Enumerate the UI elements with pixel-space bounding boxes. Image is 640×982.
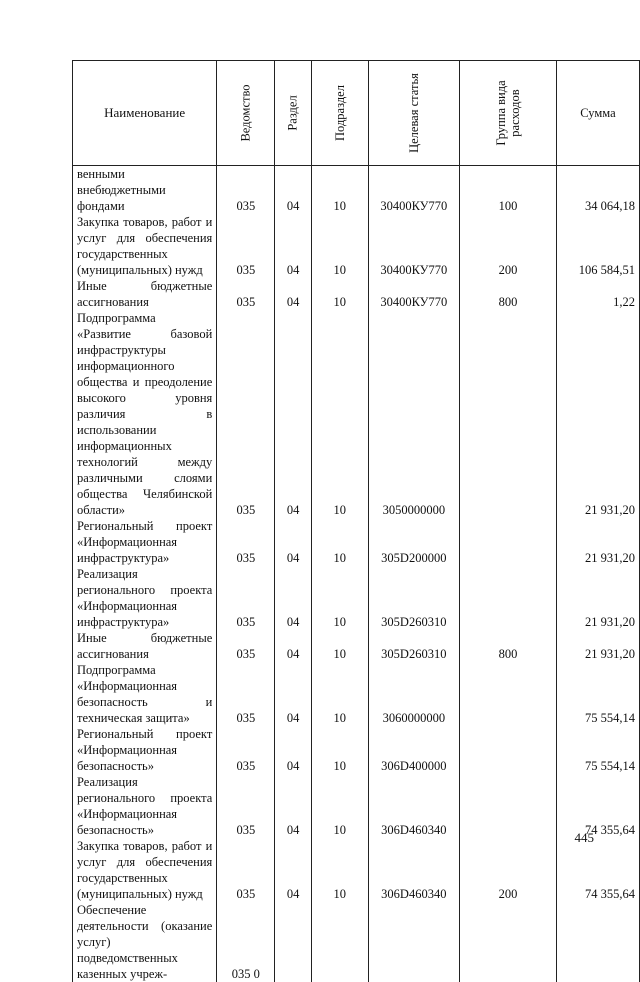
cell-razd: 04 xyxy=(275,310,311,518)
cell-name: Иные бюджетные ассигнования xyxy=(73,278,217,310)
cell-podr: 10 xyxy=(311,278,368,310)
cell-cel: 30400КУ770 xyxy=(368,166,459,215)
cell-cel: 3050000000 xyxy=(368,310,459,518)
cell-podr xyxy=(311,902,368,982)
cell-ved: 035 xyxy=(217,278,275,310)
table-row xyxy=(73,630,640,662)
cell-razd xyxy=(275,902,311,982)
cell-sum: 1,22 xyxy=(556,278,639,310)
cell-name: венными внебюджетными фондами xyxy=(73,166,217,215)
cell-ved: 035 xyxy=(217,774,275,838)
cell-name: Подпрограмма «Развитие базовой инфраструктуры информационного общества и преодоление высокого уровня различия в использовании информационных технологий между различными слоями общества Челябинской области» xyxy=(73,310,217,518)
cell-grp: 200 xyxy=(459,214,556,278)
cell-ved: 035 xyxy=(217,310,275,518)
cell-razd: 04 xyxy=(275,518,311,566)
cell-ved: 035 xyxy=(217,518,275,566)
cell-sum: 74 355,64 xyxy=(556,774,639,838)
cell-ved: 035 xyxy=(217,630,275,662)
table-row xyxy=(73,518,640,566)
cell-razd: 04 xyxy=(275,630,311,662)
cell-cel: 30400КУ770 xyxy=(368,278,459,310)
cell-cel: 306D460340 xyxy=(368,774,459,838)
cell-razd: 04 xyxy=(275,566,311,630)
table-row xyxy=(73,662,640,726)
cell-cel: 306D400000 xyxy=(368,726,459,774)
page-number: 445 xyxy=(575,830,595,846)
cell-sum: 74 355,64 xyxy=(556,838,639,902)
cell-razd: 04 xyxy=(275,726,311,774)
header-ved: Ведомство xyxy=(217,61,275,166)
cell-ved: 035 xyxy=(217,566,275,630)
cell-grp xyxy=(459,902,556,982)
header-sum: Сумма xyxy=(556,61,639,166)
cell-grp: 100 xyxy=(459,166,556,215)
cell-razd: 04 xyxy=(275,214,311,278)
cell-grp xyxy=(459,518,556,566)
header-razd: Раздел xyxy=(275,61,311,166)
cell-cel: 30400КУ770 xyxy=(368,214,459,278)
table-row xyxy=(73,902,640,982)
cell-razd: 04 xyxy=(275,774,311,838)
cell-podr: 10 xyxy=(311,726,368,774)
cell-ved: 035 xyxy=(217,838,275,902)
table-body xyxy=(73,166,640,982)
cell-name: Обеспечение деятельности (оказание услуг) подведомственных казенных учреж- xyxy=(73,902,217,982)
cell-razd: 04 xyxy=(275,838,311,902)
cell-podr: 10 xyxy=(311,518,368,566)
cell-razd: 04 xyxy=(275,166,311,215)
cell-sum: 75 554,14 xyxy=(556,726,639,774)
table-row xyxy=(73,566,640,630)
cell-grp: 800 xyxy=(459,630,556,662)
cell-podr: 10 xyxy=(311,630,368,662)
cell-sum: 106 584,51 xyxy=(556,214,639,278)
cell-cel: 305D260310 xyxy=(368,566,459,630)
cell-name: Региональный проект «Информационная безопасность» xyxy=(73,726,217,774)
cell-ved: 035 0 xyxy=(217,902,275,982)
cell-podr: 10 xyxy=(311,662,368,726)
cell-name: Закупка товаров, работ и услуг для обеспечения государственных (муниципальных) нужд xyxy=(73,838,217,902)
cell-cel: 305D200000 xyxy=(368,518,459,566)
table-row xyxy=(73,278,640,310)
cell-ved: 035 xyxy=(217,214,275,278)
cell-grp: 800 xyxy=(459,278,556,310)
header-podr: Подраздел xyxy=(311,61,368,166)
table-row xyxy=(73,310,640,518)
cell-podr: 10 xyxy=(311,774,368,838)
cell-grp xyxy=(459,566,556,630)
cell-podr: 10 xyxy=(311,166,368,215)
header-name: Наименование xyxy=(73,61,217,166)
table-row xyxy=(73,774,640,838)
cell-name: Реализация регионального проекта «Информационная безопасность» xyxy=(73,774,217,838)
cell-ved: 035 xyxy=(217,726,275,774)
cell-sum: 75 554,14 xyxy=(556,662,639,726)
cell-sum: 21 931,20 xyxy=(556,630,639,662)
cell-razd: 04 xyxy=(275,662,311,726)
cell-name: Реализация регионального проекта «Информационная инфраструктура» xyxy=(73,566,217,630)
cell-name: Региональный проект «Информационная инфраструктура» xyxy=(73,518,217,566)
cell-podr: 10 xyxy=(311,566,368,630)
cell-ved: 035 xyxy=(217,166,275,215)
budget-table xyxy=(72,60,640,982)
cell-grp xyxy=(459,726,556,774)
cell-ved: 035 xyxy=(217,662,275,726)
table-row xyxy=(73,214,640,278)
cell-cel: 305D260310 xyxy=(368,630,459,662)
cell-grp xyxy=(459,662,556,726)
cell-grp xyxy=(459,774,556,838)
header-cel: Целевая статья xyxy=(368,61,459,166)
cell-sum: 21 931,20 xyxy=(556,310,639,518)
cell-sum: 21 931,20 xyxy=(556,566,639,630)
table-header xyxy=(73,61,640,166)
header-grp: Группа вида расходов xyxy=(459,61,556,166)
cell-grp: 200 xyxy=(459,838,556,902)
cell-sum: 34 064,18 xyxy=(556,166,639,215)
cell-podr: 10 xyxy=(311,838,368,902)
table-row xyxy=(73,838,640,902)
cell-podr: 10 xyxy=(311,310,368,518)
cell-cel: 3060000000 xyxy=(368,662,459,726)
cell-grp xyxy=(459,310,556,518)
cell-name: Иные бюджетные ассигнования xyxy=(73,630,217,662)
cell-cel: 306D460340 xyxy=(368,838,459,902)
cell-sum: 21 931,20 xyxy=(556,518,639,566)
cell-name: Закупка товаров, работ и услуг для обеспечения государственных (муниципальных) нужд xyxy=(73,214,217,278)
cell-sum xyxy=(556,902,639,982)
cell-name: Подпрограмма «Информационная безопасность и техническая защита» xyxy=(73,662,217,726)
table-row xyxy=(73,166,640,215)
cell-podr: 10 xyxy=(311,214,368,278)
table-row xyxy=(73,726,640,774)
cell-cel xyxy=(368,902,459,982)
cell-razd: 04 xyxy=(275,278,311,310)
